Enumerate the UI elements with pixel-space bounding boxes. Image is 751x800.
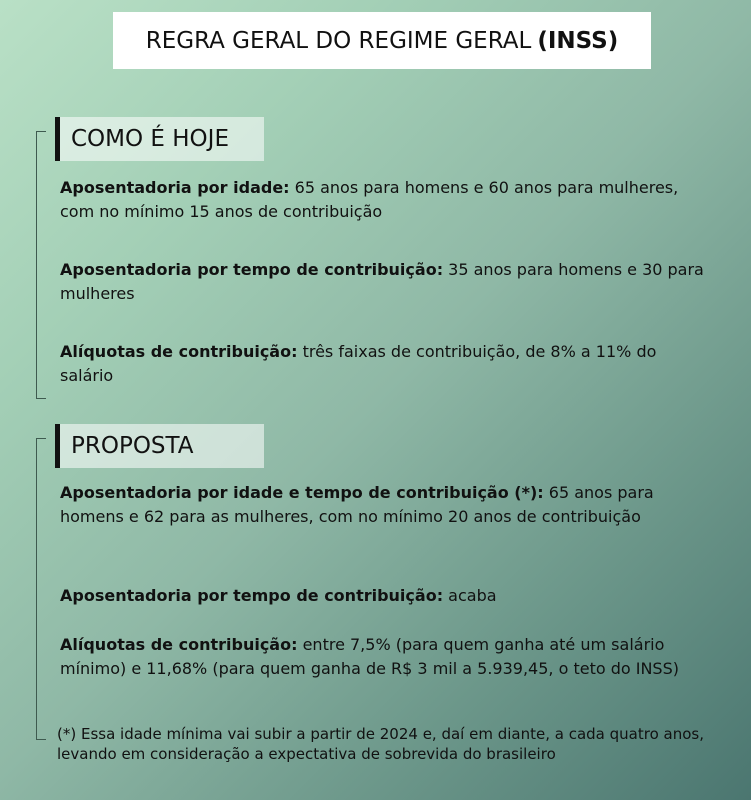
item-aposentadoria-tempo (60, 258, 710, 306)
item-label: Alíquotas de contribuição: (60, 635, 298, 654)
item-text: entre 7,5% (para quem ganha até um salário mínimo) e 11,68% (para quem ganha de R$ 3 mil a 5.939,45, o teto do INSS) (60, 635, 679, 678)
item-text: acaba (443, 586, 497, 605)
item-text: três faixas de contribuição, de 8% a 11% do salário (60, 342, 657, 385)
title-text: REGRA GERAL DO REGIME GERAL (145, 27, 532, 54)
section-header-label: COMO É HOJE (71, 126, 229, 152)
item-aliquotas (60, 633, 710, 681)
item-aliquotas (60, 340, 710, 388)
item-aposentadoria-tempo (60, 584, 710, 608)
item-text: 65 anos para homens e 60 anos para mulheres, com no mínimo 15 anos de contribuição (60, 178, 679, 221)
item-label: Aposentadoria por tempo de contribuição: (60, 586, 444, 605)
section-bracket-como-e-hoje (36, 131, 46, 399)
title-bold: (INSS) (537, 27, 619, 54)
section-header-como-e-hoje (55, 117, 264, 161)
page-title (113, 12, 651, 69)
item-label: Alíquotas de contribuição: (60, 342, 298, 361)
item-text: 65 anos para homens e 62 para as mulheres, com no mínimo 20 anos de contribuição (60, 483, 654, 526)
section-header-label: PROPOSTA (71, 433, 194, 459)
section-bracket-proposta (36, 438, 46, 740)
item-label: Aposentadoria por tempo de contribuição: (60, 260, 444, 279)
item-aposentadoria-idade (60, 176, 710, 224)
section-header-proposta (55, 424, 264, 468)
item-aposentadoria-idade-tempo (60, 481, 710, 529)
item-text: 35 anos para homens e 30 para mulheres (60, 260, 704, 303)
footnote: (*) Essa idade mínima vai subir a partir de 2024 e, daí em diante, a cada quatro anos, levando em consideração a expectativa de sobrevida do brasileiro (57, 725, 704, 763)
item-label: Aposentadoria por idade: (60, 178, 290, 197)
item-label: Aposentadoria por idade e tempo de contribuição (*): (60, 483, 544, 502)
